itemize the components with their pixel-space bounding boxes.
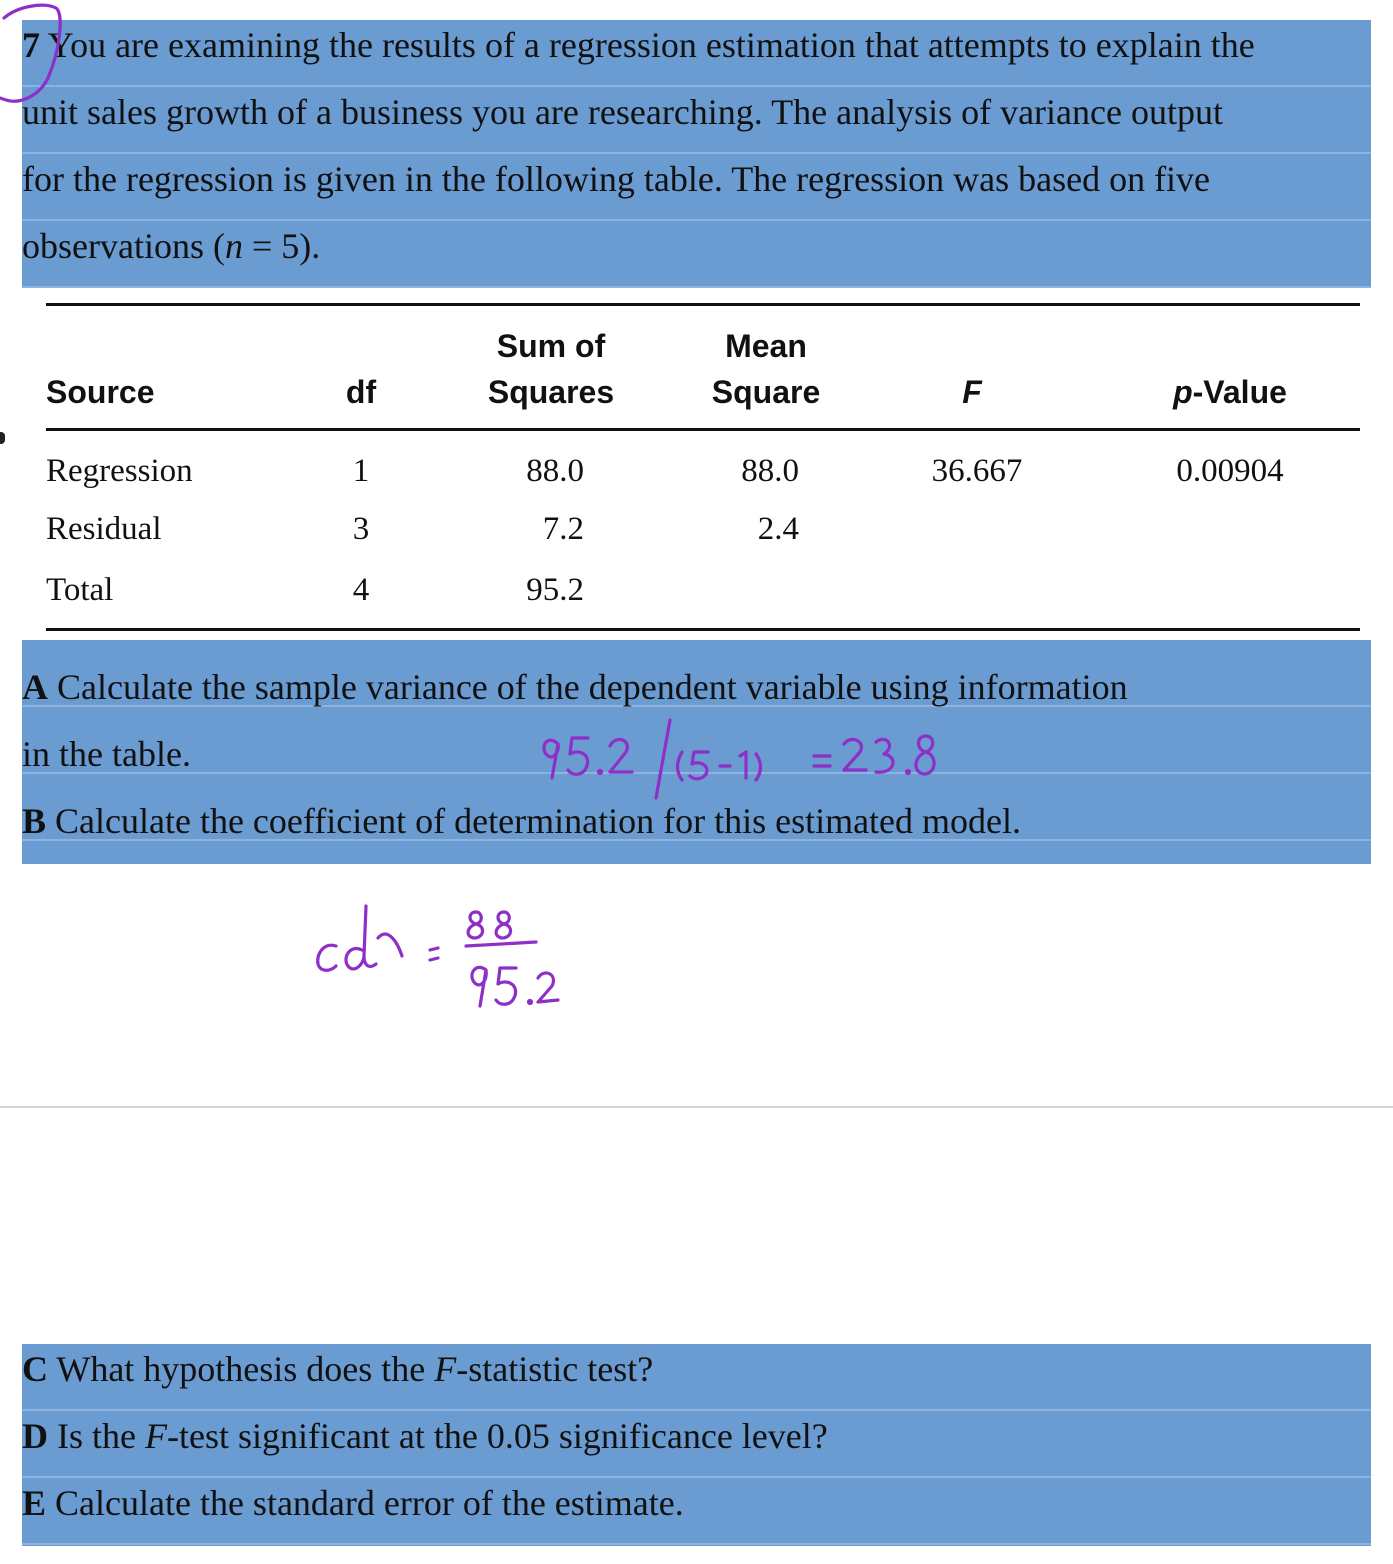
question-intro	[22, 12, 1367, 280]
row-regression-ms: 88.0	[741, 453, 799, 489]
header-p-value: p-Value	[1173, 374, 1287, 410]
part-a-line-1: A Calculate the sample variance of the dependent variable using information	[22, 667, 1128, 707]
table-bottom-rule	[46, 628, 1360, 631]
table-header-rule	[46, 428, 1360, 431]
page-divider	[0, 1106, 1393, 1108]
parts-ab	[22, 654, 1367, 855]
row-residual-source: Residual	[46, 511, 162, 547]
header-source: Source	[46, 374, 155, 410]
parts-cde	[22, 1336, 1367, 1537]
header-df: df	[345, 374, 377, 410]
intro-line-4: observations (n = 5).	[22, 226, 321, 266]
row-regression-source: Regression	[46, 453, 193, 489]
part-e: E Calculate the standard error of the estimate.	[22, 1483, 684, 1523]
header-ms: Mean Square	[711, 328, 821, 410]
anova-table	[22, 288, 1371, 638]
row-regression-ss: 88.0	[526, 453, 584, 489]
question-number: 7	[22, 25, 40, 65]
row-total-source: Total	[46, 572, 114, 608]
intro-line-2: unit sales growth of a business you are researching. The analysis of variance output	[22, 92, 1223, 132]
part-c: C What hypothesis does the F-statistic test?	[22, 1349, 654, 1389]
intro-line-1: 7 You are examining the results of a regression estimation that attempts to explain the	[22, 25, 1255, 65]
edge-mark	[0, 432, 5, 444]
row-residual-df: 3	[352, 511, 370, 547]
part-a-line-2: in the table.	[22, 734, 191, 774]
intro-line-3: for the regression is given in the following table. The regression was based on five	[22, 159, 1211, 199]
table-top-rule	[46, 303, 1360, 306]
part-d: D Is the F-test significant at the 0.05 significance level?	[22, 1416, 828, 1456]
header-f: F	[962, 374, 982, 410]
row-residual-ss: 7.2	[542, 511, 584, 547]
handwritten-note-b	[310, 898, 570, 1030]
part-b: B Calculate the coefficient of determination for this estimated model.	[22, 801, 1022, 841]
header-ss: Sum of Squares	[487, 328, 615, 410]
row-regression-df: 1	[352, 453, 370, 489]
row-total-ss: 95.2	[526, 572, 584, 608]
row-regression-f: 36.667	[931, 453, 1023, 489]
row-residual-ms: 2.4	[757, 511, 799, 547]
row-total-df: 4	[352, 572, 370, 608]
row-regression-p: 0.00904	[1176, 453, 1284, 489]
